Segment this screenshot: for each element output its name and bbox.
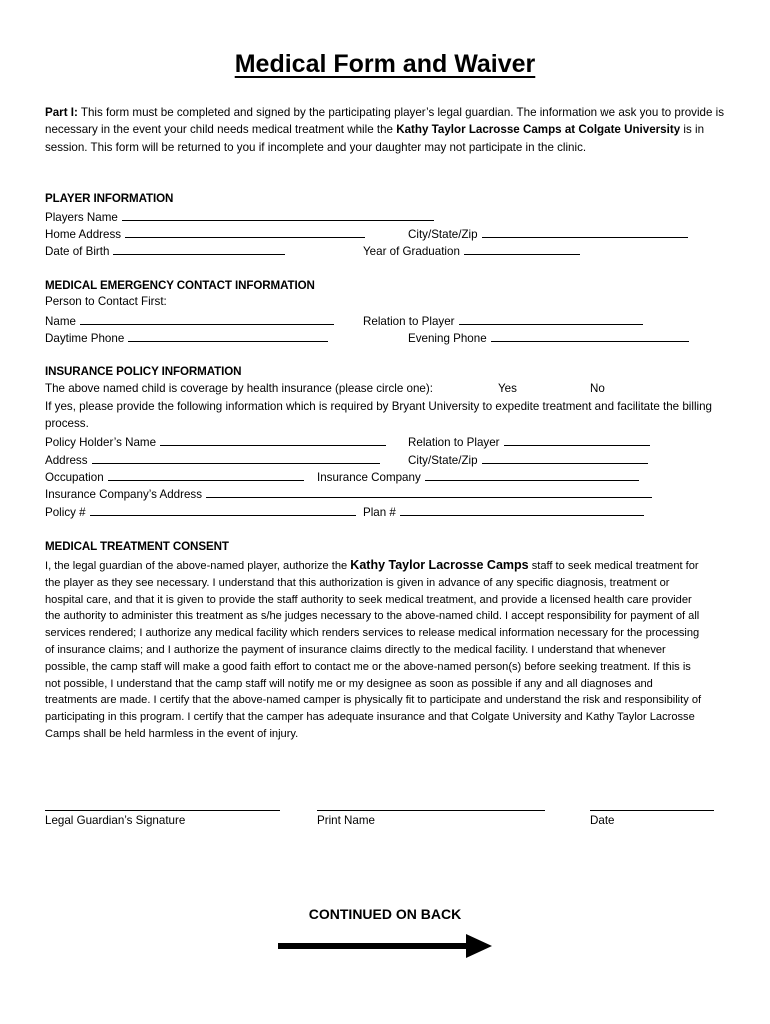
coverage-yes[interactable]: Yes bbox=[498, 382, 517, 395]
daytime-phone-field[interactable] bbox=[128, 330, 328, 342]
camp-name: Kathy Taylor Lacrosse Camps at Colgate University bbox=[396, 123, 681, 137]
print-name-label: Print Name bbox=[317, 814, 375, 827]
players-name-field[interactable] bbox=[122, 209, 434, 221]
consent-text-1: I, the legal guardian of the above-named player, authorize the bbox=[45, 560, 348, 572]
evening-phone-field[interactable] bbox=[491, 330, 689, 342]
guardian-signature-label: Legal Guardian’s Signature bbox=[45, 814, 186, 827]
right-arrow-icon bbox=[278, 932, 494, 960]
company-address-label: Insurance Company’s Address bbox=[45, 488, 203, 501]
insurance-city-row bbox=[408, 452, 648, 468]
consent-paragraph bbox=[45, 557, 705, 743]
coverage-question: The above named child is coverage by health insurance (please circle one): bbox=[45, 382, 433, 395]
emergency-heading: MEDICAL EMERGENCY CONTACT INFORMATION bbox=[45, 279, 315, 292]
coverage-no[interactable]: No bbox=[590, 382, 605, 395]
players-name-label: Players Name bbox=[45, 211, 118, 224]
print-name-line[interactable] bbox=[317, 810, 545, 811]
home-address-field[interactable] bbox=[125, 226, 365, 238]
contact-name-label: Name bbox=[45, 315, 76, 328]
daytime-phone-row bbox=[45, 330, 328, 346]
insurance-address-row bbox=[45, 452, 380, 468]
occupation-label: Occupation bbox=[45, 471, 104, 484]
plan-number-field[interactable] bbox=[400, 504, 644, 516]
player-city-field[interactable] bbox=[482, 226, 688, 238]
intro-text-1: This form must be completed and signed by the participating player’s legal guardian. The information we ask you to provide is necessary in the event your child needs medical treatment while the bbox=[45, 106, 725, 137]
date-line[interactable] bbox=[590, 810, 714, 811]
consent-heading: MEDICAL TREATMENT CONSENT bbox=[45, 540, 229, 553]
insurance-relation-row bbox=[408, 434, 650, 450]
policy-number-field[interactable] bbox=[90, 504, 356, 516]
dob-field[interactable] bbox=[113, 243, 285, 255]
date-label: Date bbox=[590, 814, 615, 827]
insurance-city-field[interactable] bbox=[482, 452, 648, 464]
contact-name-row bbox=[45, 313, 334, 329]
contact-relation-field[interactable] bbox=[459, 313, 643, 325]
policy-holder-row bbox=[45, 434, 386, 450]
intro-paragraph bbox=[45, 104, 735, 156]
person-first-label: Person to Contact First: bbox=[45, 295, 167, 308]
continued-on-back: CONTINUED ON BACK bbox=[308, 906, 462, 922]
daytime-phone-label: Daytime Phone bbox=[45, 332, 125, 345]
insurance-relation-field[interactable] bbox=[504, 434, 650, 446]
insurance-address-field[interactable] bbox=[92, 452, 380, 464]
intro-text-2: is in session. This form will be returned to you if incomplete and your daughter may not participate in the clinic. bbox=[45, 123, 705, 154]
insurance-heading: INSURANCE POLICY INFORMATION bbox=[45, 365, 242, 378]
company-address-field[interactable] bbox=[206, 486, 652, 498]
policy-holder-label: Policy Holder’s Name bbox=[45, 436, 157, 449]
evening-phone-label: Evening Phone bbox=[408, 332, 487, 345]
occupation-field[interactable] bbox=[108, 469, 304, 481]
insurance-city-label: City/State/Zip bbox=[408, 454, 478, 467]
contact-name-field[interactable] bbox=[80, 313, 334, 325]
players-name-row bbox=[45, 209, 434, 225]
plan-number-label: Plan # bbox=[363, 506, 396, 519]
company-address-row bbox=[45, 486, 652, 502]
plan-number-row bbox=[363, 504, 644, 520]
occupation-row bbox=[45, 469, 304, 485]
policy-number-row bbox=[45, 504, 356, 520]
part-label: Part I: bbox=[45, 106, 78, 119]
player-city-row bbox=[408, 226, 688, 242]
graduation-label: Year of Graduation bbox=[363, 245, 460, 258]
policy-holder-field[interactable] bbox=[160, 434, 386, 446]
evening-phone-row bbox=[408, 330, 689, 346]
player-city-label: City/State/Zip bbox=[408, 228, 478, 241]
insurance-relation-label: Relation to Player bbox=[408, 436, 500, 449]
graduation-field[interactable] bbox=[464, 243, 580, 255]
consent-text-2: staff to seek medical treatment for the player as they see necessary. I understand that this authorization is given in advance of any specific diagnosis, treatment or hospital care, and that it is given to provide the staff authority to seek medical treatment, and provide a licensed health care provider the authority to administer this treatment as s/he judges necessary to the above-named child. I accept responsibility for payment of all services rendered; I authorize any medical facility which renders services to release medical information necessary for the processing of insurance claims; and I authorize the payment of insurance claims directly to the medical facility. I understand that whenever possible, the camp staff will make a good faith effort to contact me or the above-named person(s) before seeking treatment. If this is not possible, I understand that the camp staff will notify me or my designee as soon as possible if any and all diagnoses and treatments are made. I certify that the above-named camper is physically fit to participate and understand the risk and responsibility of participating in this program. I certify that the camper has adequate insurance and that Colgate University and Kathy Taylor Lacrosse Camps shall be held harmless in the event of injury. bbox=[45, 560, 702, 740]
home-address-row bbox=[45, 226, 365, 242]
if-yes-text: If yes, please provide the following information which is required by Bryant University to expedite treatment and facilitate the billing process. bbox=[45, 400, 712, 430]
company-label: Insurance Company bbox=[317, 471, 421, 484]
company-field[interactable] bbox=[425, 469, 639, 481]
policy-number-label: Policy # bbox=[45, 506, 86, 519]
graduation-row bbox=[363, 243, 580, 259]
guardian-signature-line[interactable] bbox=[45, 810, 280, 811]
contact-relation-row bbox=[363, 313, 643, 329]
player-info-heading: PLAYER INFORMATION bbox=[45, 192, 174, 205]
company-row bbox=[317, 469, 639, 485]
form-title: Medical Form and Waiver bbox=[234, 50, 536, 78]
consent-brand: Kathy Taylor Lacrosse Camps bbox=[350, 558, 529, 572]
dob-label: Date of Birth bbox=[45, 245, 110, 258]
insurance-address-label: Address bbox=[45, 454, 88, 467]
home-address-label: Home Address bbox=[45, 228, 122, 241]
contact-relation-label: Relation to Player bbox=[363, 315, 455, 328]
dob-row bbox=[45, 243, 285, 259]
